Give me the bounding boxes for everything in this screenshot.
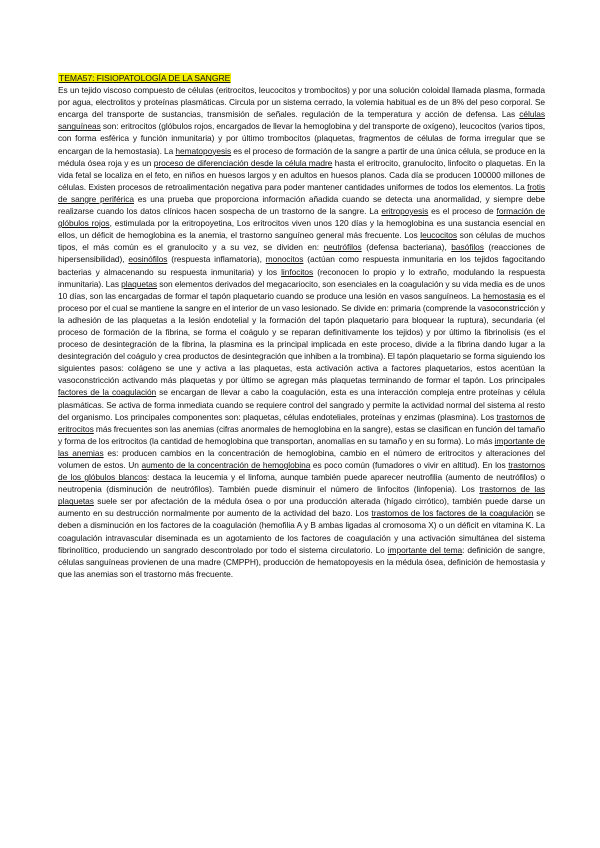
body-text-segment: es una prueba que proporciona información añadida cuando se detecta una anormalidad, y siempre debe realizarse cuando los datos clínicos hacen sospecha de un trastorno de la sangre. La: [58, 193, 545, 217]
body-text-segment: se encargan de llevar a cabo la coagulación, esta es una interacción compleja entre proteínas y célula plasmáticas. Se activa de forma inmediata cuando se requiere control del sangrado y permite la actividad normal del sistema al resto del organismo. Los principales componentes son: plaquetas, células endoteliales, proteínas y enzimas (plasmina). Los: [58, 387, 545, 422]
body-text-segment: más frecuentes son las anemias (cifras anormales de hemoglobina en la sangre), estas se clasifican en función del tamaño y forma de los eritrocitos (la cantidad de hemoglobina que transportan, anomalías en su tamaño y en su forma). Lo más: [58, 423, 545, 446]
underlined-term: eosinófilos: [128, 254, 168, 265]
underlined-term: trastornos de los factores de la coagulación: [371, 508, 534, 519]
underlined-term: importante de las anemias: [58, 435, 545, 458]
body-text-segment: son elementos derivados del megacariocito, son esenciales en la coagulación y su vida media es de unos 10 días, son las encargadas de formar el tapón plaquetario cuando se produce una lesión en vasos sanguíneos. La: [58, 278, 545, 301]
underlined-term: basófilos: [451, 242, 484, 253]
body-paragraph: [58, 84, 545, 580]
body-text-segment: suele ser por afectación de la médula ósea o por una producción alterada (hígado cirrótico), también puede darse un aumento en su destrucción normalmente por aumento de la actividad del bazo. Los: [58, 496, 545, 519]
body-text-segment: es el proceso de formación de la sangre a partir de una única célula, se produce en la médula ósea roja y es un: [58, 145, 545, 168]
body-text-segment: es poco común (fumadores o vivir en altitud). En los: [310, 460, 509, 470]
underlined-term: trastornos de eritrocitos: [58, 411, 545, 434]
body-text-segment: (reacciones de hipersensibilidad),: [58, 242, 546, 265]
underlined-term: trastornos de los glóbulos blancos: [58, 460, 545, 483]
document-content: [58, 72, 545, 580]
body-text-segment: (respuesta inflamatoria),: [167, 254, 266, 265]
body-text-segment: (defensa bacteriana),: [361, 242, 452, 253]
underlined-term: factores de la coagulación: [58, 387, 157, 398]
underlined-term: hematopoyesis: [175, 145, 232, 156]
body-text-segment: se deben a disminución en los factores de la coagulación (hemofilia A y B ambas ligadas al cromosoma X) o un déficit en vitamina K. La coagulación intravascular diseminada es un agotamiento de los factores de coagulación y una activación simultánea del sistema fibrinolítico, produciendo un sangrado descontrolado por todo el sistema circulatorio. Lo: [58, 508, 545, 555]
body-text-segment: (reconocen lo propio y lo extraño, modulando la respuesta inmunitaria). Las: [58, 266, 545, 289]
underlined-term: leucocitos: [420, 230, 458, 241]
underlined-term: plaquetas: [121, 278, 158, 289]
underlined-term: hemostasia: [482, 290, 526, 301]
underlined-term: importante del tema: [387, 544, 463, 555]
body-text-segment: son células de muchos tipos, el más común es el granulocito y a su vez, se dividen en:: [58, 230, 545, 253]
underlined-term: trastornos de las plaquetas: [58, 484, 545, 507]
body-text-segment: , estimulada por la eritropoyetina, Los eritrocitos viven unos 120 días y la hemoglobina es una sustancia esencial en ellos, un déficit de hemoglobina es la anemia, el trastorno sanguíneo general más frecuente. Los: [58, 218, 546, 241]
underlined-term: aumento de la concentración de hemoglobina: [141, 460, 311, 470]
body-text-segment: (actúan como respuesta inmunitaria en los tejidos fagocitando bacterias y almacenando su respuesta inmunitaria) y los: [58, 254, 545, 277]
underlined-term: eritropoyesis: [381, 206, 429, 217]
underlined-term: monocitos: [265, 254, 304, 265]
underlined-term: formación de glóbulos rojos: [58, 206, 545, 229]
body-text-segment: es: producen cambios en la concentración de hemoglobina, cambio en el número de eritrocitos y alteraciones del volumen de estos. Un: [58, 447, 545, 470]
underlined-term: células sanguíneas: [58, 109, 545, 132]
underlined-term: proceso de diferenciación desde la célula madre: [153, 157, 333, 168]
body-text-segment: Es un tejido viscoso compuesto de células (eritrocitos, leucocitos y trombocitos) y por una solución coloidal llamada plasma, formada por agua, electrolitos y proteínas plasmáticas. Circula por un sistema cerrado, la volemia habitual es de un 8% del peso corporal. Se encarga del transporte de sustancias, transmisión de señales. regulación de la temperatura y acción de defensa. Las: [58, 85, 545, 120]
body-text-segment: son: eritrocitos (glóbulos rojos, encargados de llevar la hemoglobina y del transporte de oxígeno), leucocitos (varios tipos, con forma esférica y función inmunitaria) y por último trombocitos (plaquetas, fragmentos de células de forma irregular que se encargan de la hemostasia). La: [58, 121, 545, 156]
underlined-term: neutrófilos: [323, 242, 362, 253]
document-title: TEMA57: FISIOPATOLOGÍA DE LA SANGRE: [59, 73, 231, 83]
body-text-segment: es el proceso por el cual se mantiene la sangre en el interior de un vaso lesionado. Se divide en: primaria (comprende la vasoconstricción y la adhesión de las plaquetas a la lesión endotelial y la formación del tapón plaquetario para bloquear la ruptura), secundaria (el proceso de formación de la fibrina, se forma el coágulo y se reparan definitivamente los tejidos) y por último la fibrinolisis (es el proceso de desintegración de la fibrina, la plasmina es la principal implicada en este proceso, divide a la fibrina dando lugar a la desintegración del coágulo y crea productos de desintegración que inhiben a la trombina). El tapón plaquetario se forma siguiendo los siguientes pasos: colágeno se une y activa a las plaquetas, esta activación activa a factores plaquetarios, estos acentúan la vasoconstricción activando más plaquetas y por último se agregan más plaquetas terminando de formar el tapón. Los principales: [58, 290, 545, 386]
body-text-segment: es el proceso de: [428, 206, 497, 217]
body-text-segment: hasta el eritrocito, granulocito, linfocito o plaquetas. En la vida fetal se localiza en el feto, en niños en huesos largos y en adultos en huesos planos. Cada día se producen 100000 millones de células. Existen procesos de retroalimentación negativa para poder mantener cantidades uniformes de todos los elementos. La: [58, 157, 545, 192]
underlined-term: frotis de sangre periférica: [58, 181, 545, 204]
body-text-segment: : definición de sangre, células sanguíneas provienen de una madre (CMPPH), producción de hematopoyesis en la médula ósea, definición de hemostasia y que las anemias son el trastorno más frecuente.: [58, 544, 545, 579]
underlined-term: linfocitos: [281, 266, 314, 277]
body-text-segment: : destaca la leucemia y el linfoma, aunque también puede aparecer neutrofilia (aumento de neutrófilos) o neutropenia (disminución de neutrófilos). También puede disminuir el número de linfocitos (linfopenia). Los: [58, 472, 545, 495]
